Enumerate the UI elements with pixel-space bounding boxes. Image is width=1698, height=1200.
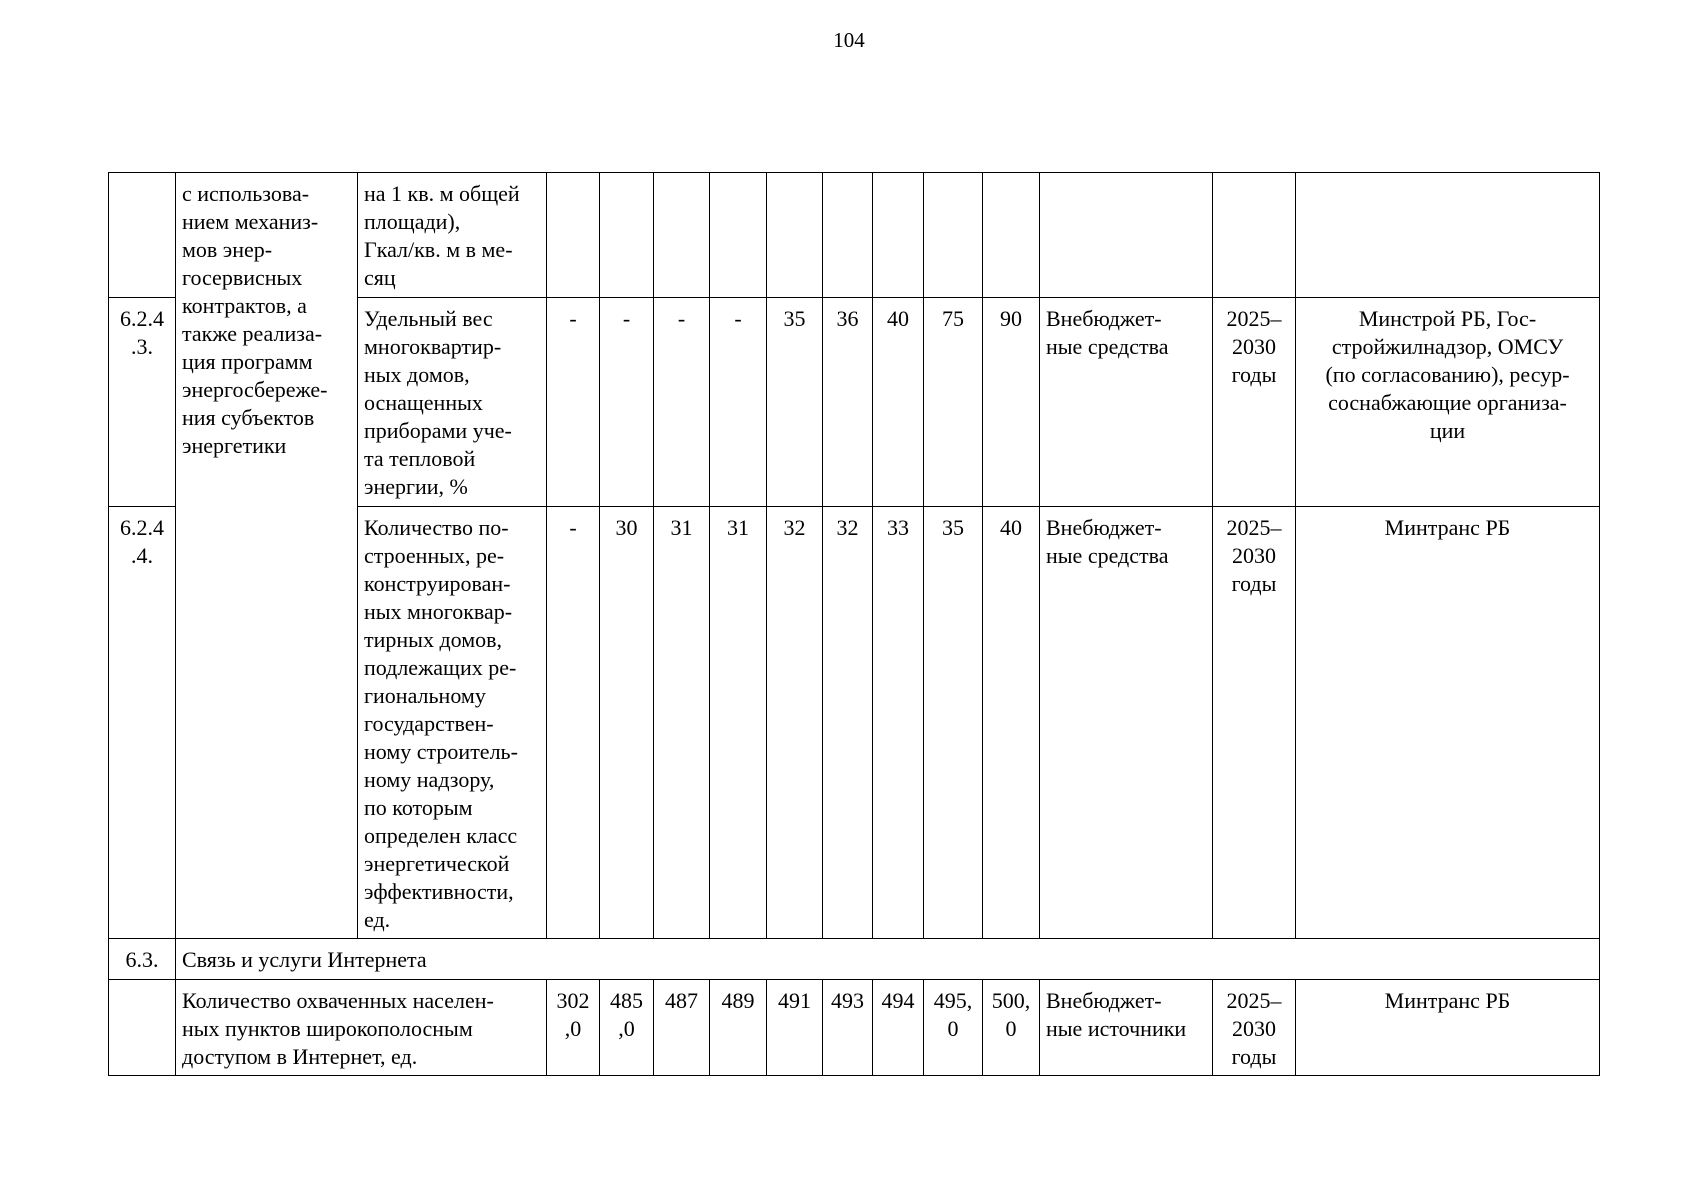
cell-value: -	[547, 507, 600, 939]
table-row-continuation	[109, 173, 1600, 298]
cell-value: 90	[983, 298, 1040, 507]
cell-funding-source: Внебюджет- ные источники	[1040, 980, 1213, 1076]
page-number: 104	[833, 28, 865, 52]
cell-executor: Минтранс РБ	[1296, 980, 1600, 1076]
cell-indicator: Количество охваченных населен- ных пунктов широкополосным доступом в Интернет, ед.	[176, 980, 547, 1076]
cell-empty	[983, 173, 1040, 298]
cell-value: 35	[924, 507, 983, 939]
cell-value: 491	[767, 980, 823, 1076]
cell-indicator-continuation: на 1 кв. м общей площади), Гкал/кв. м в ме- сяц	[358, 173, 547, 298]
cell-value: 31	[654, 507, 710, 939]
cell-value: 40	[873, 298, 924, 507]
cell-empty	[767, 173, 823, 298]
cell-value: 40	[983, 507, 1040, 939]
cell-value: 489	[710, 980, 767, 1076]
cell-value: 485 ,0	[600, 980, 654, 1076]
cell-value: 302 ,0	[547, 980, 600, 1076]
cell-value: 32	[767, 507, 823, 939]
cell-value: 487	[654, 980, 710, 1076]
cell-empty	[823, 173, 873, 298]
cell-row-number: 6.3.	[109, 939, 176, 980]
cell-value: 30	[600, 507, 654, 939]
cell-empty	[654, 173, 710, 298]
cell-value: 493	[823, 980, 873, 1076]
cell-value: 75	[924, 298, 983, 507]
cell-empty	[600, 173, 654, 298]
cell-value: 35	[767, 298, 823, 507]
cell-funding-source: Внебюджет- ные средства	[1040, 507, 1213, 939]
cell-executor: Минтранс РБ	[1296, 507, 1600, 939]
cell-period: 2025– 2030 годы	[1213, 298, 1296, 507]
cell-value: 33	[873, 507, 924, 939]
cell-indicator: Удельный вес многоквартир- ных домов, оснащенных приборами уче- та тепловой энергии, %	[358, 298, 547, 507]
cell-value: -	[600, 298, 654, 507]
cell-executor: Минстрой РБ, Гос- стройжилнадзор, ОМСУ (по согласованию), ресур- соснабжающие организа- ции	[1296, 298, 1600, 507]
cell-value: 32	[823, 507, 873, 939]
cell-period: 2025– 2030 годы	[1213, 980, 1296, 1076]
cell-indicator: Количество по- строенных, ре- конструирован- ных многоквар- тирных домов, подлежащих ре- гиональному государствен- ному строитель- ному надзору, по которым определен класс энергетической эффективности, ед.	[358, 507, 547, 939]
cell-empty	[710, 173, 767, 298]
cell-row-number: 6.2.4 .3.	[109, 298, 176, 507]
cell-empty	[873, 173, 924, 298]
cell-value: 36	[823, 298, 873, 507]
cell-period: 2025– 2030 годы	[1213, 507, 1296, 939]
table-row-internet	[109, 980, 1600, 1076]
cell-value: 495, 0	[924, 980, 983, 1076]
cell-num-empty	[109, 980, 176, 1076]
cell-section-title: Связь и услуги Интернета	[176, 939, 1600, 980]
cell-event-text: с использова- нием механиз- мов энер- госервисных контрактов, а также реализа- ция программ энергосбереже- ния субъектов энергетики	[176, 173, 358, 939]
cell-empty	[1296, 173, 1600, 298]
cell-value: 494	[873, 980, 924, 1076]
cell-num-empty	[109, 173, 176, 298]
cell-funding-source: Внебюджет- ные средства	[1040, 298, 1213, 507]
cell-row-number: 6.2.4 .4.	[109, 507, 176, 939]
cell-empty	[924, 173, 983, 298]
cell-value: -	[547, 298, 600, 507]
cell-value: 500, 0	[983, 980, 1040, 1076]
cell-empty	[1040, 173, 1213, 298]
cell-value: 31	[710, 507, 767, 939]
cell-value: -	[654, 298, 710, 507]
cell-empty	[547, 173, 600, 298]
table-row-6-3	[109, 939, 1600, 980]
cell-value: -	[710, 298, 767, 507]
indicators-table	[108, 172, 1600, 1076]
cell-empty	[1213, 173, 1296, 298]
